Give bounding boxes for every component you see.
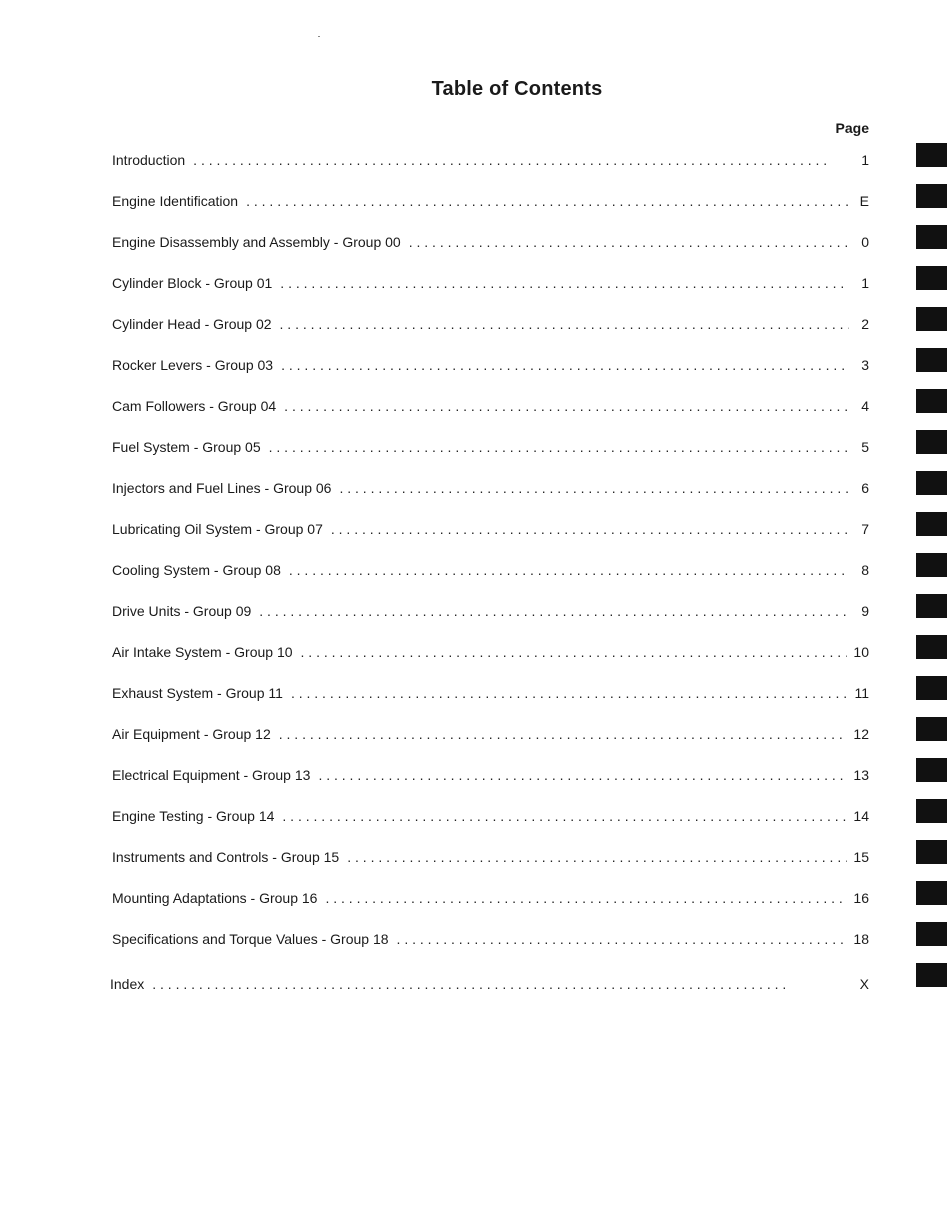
- toc-entry-group-03[interactable]: [112, 355, 869, 396]
- toc-entry-label: Engine Testing - Group 14: [112, 808, 275, 824]
- toc-entry-label: Lubricating Oil System - Group 07: [112, 521, 323, 537]
- toc-entry-page: 1: [861, 275, 869, 291]
- toc-entry-page: 7: [861, 521, 869, 537]
- toc-entry-group-07[interactable]: [112, 519, 869, 560]
- toc-entry-label: Cylinder Block - Group 01: [112, 275, 273, 291]
- dot-leader: [281, 355, 849, 375]
- toc-entry-page: 6: [861, 480, 869, 496]
- toc-entry-page: 1: [861, 152, 869, 168]
- thumb-tab[interactable]: [916, 225, 947, 249]
- toc-entry-page: 10: [853, 644, 869, 660]
- toc-entry-introduction[interactable]: [112, 150, 869, 191]
- thumb-tab[interactable]: [916, 553, 947, 577]
- toc-entry-label: Instruments and Controls - Group 15: [112, 849, 340, 865]
- toc-entry-label: Engine Disassembly and Assembly - Group 00: [112, 234, 401, 250]
- dot-leader: [289, 560, 849, 580]
- toc-entry-group-14[interactable]: [112, 806, 869, 847]
- dot-leader: [280, 273, 849, 293]
- toc-entry-label: Cylinder Head - Group 02: [112, 316, 272, 332]
- scan-speck: [318, 36, 320, 37]
- toc-entry-group-12[interactable]: [112, 724, 869, 765]
- toc-entry-page: 18: [853, 931, 869, 947]
- thumb-tab[interactable]: [916, 963, 947, 987]
- toc-entry-group-06[interactable]: [112, 478, 869, 519]
- toc-entry-label: Fuel System - Group 05: [112, 439, 261, 455]
- dot-leader: [325, 888, 847, 908]
- thumb-tab[interactable]: [916, 594, 947, 618]
- toc-entry-page: 2: [861, 316, 869, 332]
- thumb-tab[interactable]: [916, 184, 947, 208]
- toc-entry-label: Specifications and Torque Values - Group 18: [112, 931, 389, 947]
- toc-entry-label: Cooling System - Group 08: [112, 562, 281, 578]
- thumb-tab[interactable]: [916, 512, 947, 536]
- thumb-tab[interactable]: [916, 676, 947, 700]
- dot-leader: [282, 806, 847, 826]
- thumb-tab[interactable]: [916, 307, 947, 331]
- toc-entry-label: Injectors and Fuel Lines - Group 06: [112, 480, 332, 496]
- dot-leader: [259, 601, 849, 621]
- dot-leader: [318, 765, 847, 785]
- toc-entry-group-18[interactable]: [112, 929, 869, 970]
- page-title: Table of Contents: [431, 78, 603, 100]
- toc-entry-group-02[interactable]: [112, 314, 869, 355]
- toc-entry-group-15[interactable]: [112, 847, 869, 888]
- toc-entry-label: Exhaust System - Group 11: [112, 685, 283, 701]
- thumb-tab[interactable]: [916, 635, 947, 659]
- dot-leader: [339, 478, 849, 498]
- dot-leader: [152, 974, 849, 994]
- thumb-tab[interactable]: [916, 389, 947, 413]
- toc-entry-page: 16: [853, 890, 869, 906]
- toc-entry-label: Introduction: [112, 152, 186, 168]
- toc-entry-group-16[interactable]: [112, 888, 869, 929]
- thumb-tab[interactable]: [916, 348, 947, 372]
- thumb-tab[interactable]: [916, 881, 947, 905]
- dot-leader: [279, 724, 848, 744]
- thumb-tab[interactable]: [916, 143, 947, 167]
- toc-entry-label: Electrical Equipment - Group 13: [112, 767, 311, 783]
- toc-entry-group-09[interactable]: [112, 601, 869, 642]
- dot-leader: [331, 519, 849, 539]
- dot-leader: [284, 396, 849, 416]
- thumb-tab[interactable]: [916, 758, 947, 782]
- dot-leader: [291, 683, 849, 703]
- toc-entry-page: 3: [861, 357, 869, 373]
- dot-leader: [193, 150, 849, 170]
- dot-leader: [280, 314, 849, 334]
- toc-entry-page: E: [859, 193, 869, 209]
- toc-entry-index[interactable]: [112, 974, 869, 1015]
- toc-entry-label: Cam Followers - Group 04: [112, 398, 277, 414]
- thumb-tab[interactable]: [916, 430, 947, 454]
- toc-entry-page: 12: [853, 726, 869, 742]
- thumb-tab[interactable]: [916, 266, 947, 290]
- dot-leader: [269, 437, 849, 457]
- toc-entry-page: X: [859, 976, 869, 992]
- toc-entry-page: 14: [853, 808, 869, 824]
- toc-entry-page: 5: [861, 439, 869, 455]
- page-column-header: Page: [835, 120, 869, 136]
- toc-entry-label: Rocker Levers - Group 03: [112, 357, 274, 373]
- toc-entry-page: 8: [861, 562, 869, 578]
- toc-entry-engine-identification[interactable]: [112, 191, 869, 232]
- toc-entry-group-05[interactable]: [112, 437, 869, 478]
- toc-entry-label: Index: [110, 976, 145, 992]
- toc-entry-page: 0: [861, 234, 869, 250]
- thumb-tab[interactable]: [916, 799, 947, 823]
- toc-entry-group-11[interactable]: [112, 683, 869, 724]
- dot-leader: [347, 847, 847, 867]
- thumb-tab[interactable]: [916, 922, 947, 946]
- toc-entry-label: Air Intake System - Group 10: [112, 644, 293, 660]
- toc-entry-page: 4: [861, 398, 869, 414]
- toc-entry-group-01[interactable]: [112, 273, 869, 314]
- dot-leader: [409, 232, 849, 252]
- toc-entry-group-13[interactable]: [112, 765, 869, 806]
- toc-entry-group-10[interactable]: [112, 642, 869, 683]
- dot-leader: [397, 929, 848, 949]
- toc-entry-label: Air Equipment - Group 12: [112, 726, 271, 742]
- toc-entry-label: Mounting Adaptations - Group 16: [112, 890, 318, 906]
- toc-entry-group-00[interactable]: [112, 232, 869, 273]
- toc-entry-label: Drive Units - Group 09: [112, 603, 252, 619]
- toc-entry-label: Engine Identification: [112, 193, 239, 209]
- table-of-contents: [112, 150, 869, 1015]
- dot-leader: [301, 642, 848, 662]
- thumb-tab[interactable]: [916, 717, 947, 741]
- thumb-tab[interactable]: [916, 840, 947, 864]
- toc-entry-group-08[interactable]: [112, 560, 869, 601]
- toc-entry-group-04[interactable]: [112, 396, 869, 437]
- dot-leader: [246, 191, 849, 211]
- thumb-tab[interactable]: [916, 471, 947, 495]
- toc-entry-page: 13: [853, 767, 869, 783]
- toc-entry-page: 15: [853, 849, 869, 865]
- toc-entry-page: 11: [854, 685, 869, 701]
- toc-entry-page: 9: [861, 603, 869, 619]
